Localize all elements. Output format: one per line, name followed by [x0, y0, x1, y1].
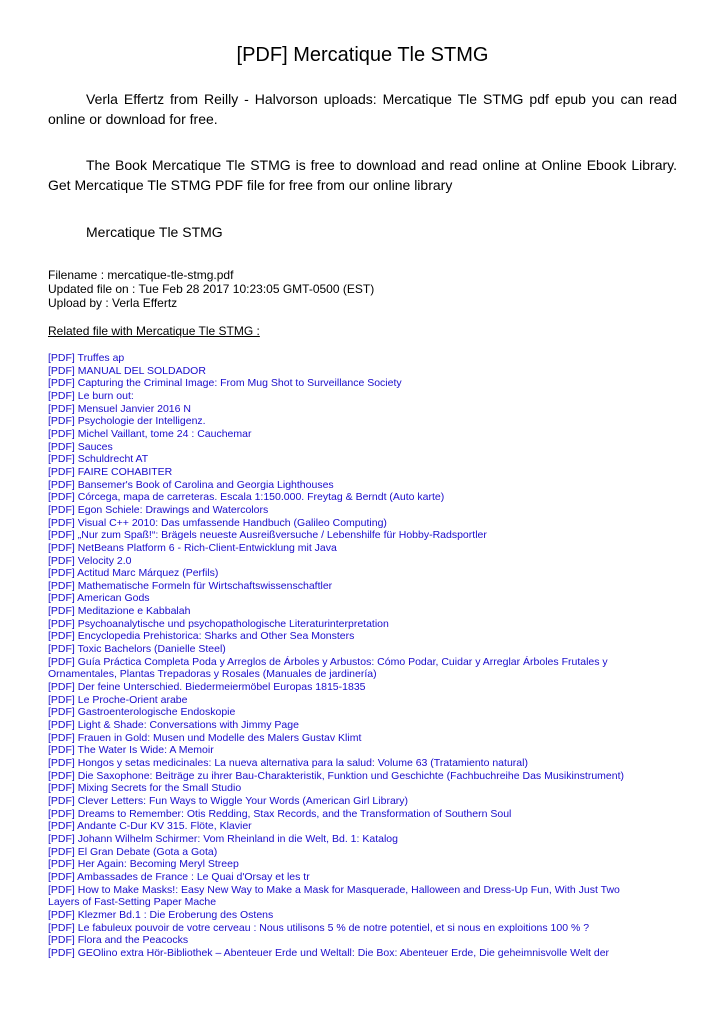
related-link-item[interactable] — [48, 706, 648, 719]
related-link-item[interactable] — [48, 542, 648, 555]
page-title: [PDF] Mercatique Tle STMG — [236, 44, 489, 66]
related-link[interactable]: [PDF] Meditazione e Kabbalah — [48, 605, 191, 618]
related-link-item[interactable] — [48, 618, 648, 631]
related-link-item[interactable] — [48, 770, 648, 783]
related-link-item[interactable] — [48, 415, 648, 428]
related-link[interactable]: [PDF] Light & Shade: Conversations with Jimmy Page — [48, 719, 299, 732]
related-link-item[interactable] — [48, 656, 648, 681]
related-link[interactable]: [PDF] GEOlino extra Hör-Bibliothek – Abenteuer Erde und Weltall: Die Box: Abenteuer Erde, Die geheimnisvolle Welt der — [48, 946, 610, 959]
related-link-item[interactable] — [48, 782, 648, 795]
related-link-item[interactable] — [48, 909, 648, 922]
related-link-item[interactable] — [48, 871, 648, 884]
related-link-item[interactable] — [48, 934, 648, 947]
related-link-item[interactable] — [48, 517, 648, 530]
related-link[interactable]: [PDF] El Gran Debate (Gota a Gota) — [48, 845, 218, 858]
intro-paragraph: Verla Effertz from Reilly - Halvorson uploads: Mercatique Tle STMG pdf epub you can read online or download for free. — [48, 91, 677, 127]
related-link-item[interactable] — [48, 833, 648, 846]
related-link[interactable]: [PDF] Capturing the Criminal Image: From Mug Shot to Surveillance Society — [48, 377, 402, 390]
related-link[interactable]: [PDF] Le Proche-Orient arabe — [48, 693, 188, 706]
related-link[interactable]: [PDF] Schuldrecht AT — [48, 453, 149, 466]
related-link[interactable]: [PDF] Frauen in Gold: Musen und Modelle des Malers Gustav Klimt — [48, 731, 362, 744]
related-link[interactable]: [PDF] Der feine Unterschied. Biedermeiermöbel Europas 1815-1835 — [48, 681, 366, 694]
related-link-item[interactable] — [48, 441, 648, 454]
related-link[interactable]: [PDF] MANUAL DEL SOLDADOR — [48, 364, 206, 377]
related-link[interactable]: [PDF] Hongos y setas medicinales: La nueva alternativa para la salud: Volume 63 (Tratamiento natural) — [48, 757, 528, 769]
related-link-item[interactable] — [48, 795, 648, 808]
related-link-item[interactable] — [48, 744, 648, 757]
related-link-item[interactable] — [48, 567, 648, 580]
related-link-item[interactable] — [48, 491, 648, 504]
related-link[interactable]: [PDF] Le fabuleux pouvoir de votre cerveau : Nous utilisons 5 % de notre potentiel, et si nous en exploitions 100 % ? — [48, 921, 590, 934]
file-metadata — [48, 268, 374, 310]
related-link[interactable]: [PDF] Córcega, mapa de carreteras. Escala 1:150.000. Freytag & Berndt (Auto karte) — [48, 491, 445, 504]
related-link[interactable]: [PDF] Mixing Secrets for the Small Studio — [48, 782, 242, 795]
related-link[interactable]: [PDF] Guía Práctica Completa Poda y Arreglos de Árboles y Arbustos: Cómo Podar, Cuidar y Arreglar Árboles Frutales y Ornamentales, Plantas Trepadoras y Rosales (Manuales de jardinería) — [48, 655, 608, 681]
related-link[interactable]: [PDF] Andante C-Dur KV 315. Flöte, Klavier — [48, 820, 252, 833]
related-link-item[interactable] — [48, 846, 648, 859]
related-link[interactable]: [PDF] Johann Wilhelm Schirmer: Vom Rheinland in die Welt, Bd. 1: Katalog — [48, 832, 398, 845]
related-link[interactable]: [PDF] Visual C++ 2010: Das umfassende Handbuch (Galileo Computing) — [48, 516, 387, 529]
related-link-item[interactable] — [48, 884, 648, 909]
related-link-item[interactable] — [48, 719, 648, 732]
related-link[interactable]: [PDF] Bansemer's Book of Carolina and Georgia Lighthouses — [48, 478, 334, 491]
related-link[interactable]: [PDF] Velocity 2.0 — [48, 554, 132, 567]
related-link-item[interactable] — [48, 479, 648, 492]
related-link-item[interactable] — [48, 504, 648, 517]
related-link-item[interactable] — [48, 428, 648, 441]
related-link[interactable]: [PDF] NetBeans Platform 6 - Rich-Client-Entwicklung mit Java — [48, 541, 337, 554]
related-link[interactable]: [PDF] Mathematische Formeln für Wirtschaftswissenschaftler — [48, 579, 333, 592]
related-link-item[interactable] — [48, 403, 648, 416]
related-link-item[interactable] — [48, 808, 648, 821]
related-link-item[interactable] — [48, 592, 648, 605]
related-link[interactable]: [PDF] Flora and the Peacocks — [48, 934, 189, 947]
related-link-item[interactable] — [48, 605, 648, 618]
related-link[interactable]: [PDF] How to Make Masks!: Easy New Way to Make a Mask for Masquerade, Halloween and Dress-Up Fun, With Just Two Layers of Fast-Setting Paper Mache — [48, 883, 620, 909]
related-link-item[interactable] — [48, 555, 648, 568]
related-link[interactable]: [PDF] Klezmer Bd.1 : Die Eroberung des Ostens — [48, 908, 274, 921]
related-link[interactable]: [PDF] Mensuel Janvier 2016 N — [48, 402, 191, 415]
filename-line: Filename : mercatique-tle-stmg.pdf — [48, 268, 234, 282]
related-link[interactable]: [PDF] American Gods — [48, 592, 150, 605]
related-link-item[interactable] — [48, 947, 648, 960]
related-link[interactable]: [PDF] Sauces — [48, 440, 113, 453]
related-files-heading: Related file with Mercatique Tle STMG : — [48, 324, 260, 338]
related-link-item[interactable] — [48, 529, 648, 542]
related-link[interactable]: [PDF] Encyclopedia Prehistorica: Sharks and Other Sea Monsters — [48, 630, 355, 643]
related-link[interactable]: [PDF] Egon Schiele: Drawings and Watercolors — [48, 503, 269, 516]
related-link-item[interactable] — [48, 377, 648, 390]
related-link-item[interactable] — [48, 352, 648, 365]
related-link[interactable]: [PDF] „Nur zum Spaß!“: Brägels neueste Ausreißversuche / Lebenshilfe für Hobby-Radsportler — [48, 529, 487, 542]
related-link[interactable]: [PDF] Actitud Marc Márquez (Perfils) — [48, 567, 219, 580]
related-link[interactable]: [PDF] Die Saxophone: Beiträge zu ihrer Bau-Charakteristik, Funktion und Geschichte (Fachbuchreihe Das Musikinstrument) — [48, 769, 625, 782]
related-link[interactable]: [PDF] Psychoanalytische und psychopathologische Literaturinterpretation — [48, 617, 389, 630]
related-link[interactable]: [PDF] FAIRE COHABITER — [48, 465, 173, 478]
upload-by-line: Upload by : Verla Effertz — [48, 296, 178, 310]
related-links-list — [48, 352, 648, 960]
related-link[interactable]: [PDF] Dreams to Remember: Otis Redding, Stax Records, and the Transformation of Southern Soul — [48, 807, 512, 820]
related-link-item[interactable] — [48, 922, 648, 935]
related-link[interactable]: [PDF] Toxic Bachelors (Danielle Steel) — [48, 643, 226, 656]
related-link[interactable]: [PDF] Psychologie der Intelligenz. — [48, 415, 206, 428]
related-link-item[interactable] — [48, 732, 648, 745]
related-link[interactable]: [PDF] Her Again: Becoming Meryl Streep — [48, 858, 239, 871]
related-link-item[interactable] — [48, 681, 648, 694]
related-link[interactable]: [PDF] Michel Vaillant, tome 24 : Cauchemar — [48, 427, 252, 440]
related-link-item[interactable] — [48, 757, 648, 770]
related-link-item[interactable] — [48, 453, 648, 466]
related-link-item[interactable] — [48, 630, 648, 643]
related-link[interactable]: [PDF] Clever Letters: Fun Ways to Wiggle Your Words (American Girl Library) — [48, 794, 409, 807]
related-link[interactable]: [PDF] Truffes ap — [48, 352, 125, 364]
updated-line: Updated file on : Tue Feb 28 2017 10:23:05 GMT-0500 (EST) — [48, 282, 375, 296]
related-link-item[interactable] — [48, 390, 648, 403]
related-link-item[interactable] — [48, 365, 648, 378]
related-link[interactable]: [PDF] Gastroenterologische Endoskopie — [48, 706, 236, 719]
description-paragraph: The Book Mercatique Tle STMG is free to download and read online at Online Ebook Library. Get Mercatique Tle STMG PDF file for free from our online library — [48, 157, 677, 193]
related-link-item[interactable] — [48, 820, 648, 833]
related-link[interactable]: [PDF] Le burn out: — [48, 389, 134, 402]
related-link-item[interactable] — [48, 694, 648, 707]
related-link[interactable]: [PDF] Ambassades de France : Le Quai d'Orsay et les tr — [48, 870, 310, 883]
book-name: Mercatique Tle STMG — [86, 224, 223, 240]
related-link[interactable]: [PDF] The Water Is Wide: A Memoir — [48, 744, 214, 757]
related-link-item[interactable] — [48, 643, 648, 656]
related-link-item[interactable] — [48, 858, 648, 871]
related-link-item[interactable] — [48, 466, 648, 479]
related-link-item[interactable] — [48, 580, 648, 593]
